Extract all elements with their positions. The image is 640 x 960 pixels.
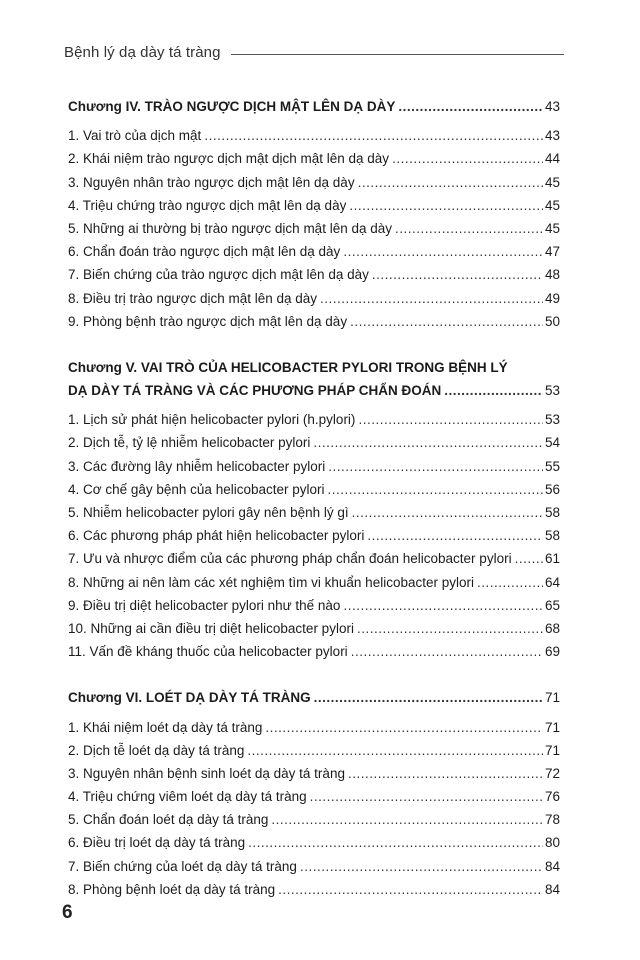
- dot-leader: [320, 287, 543, 310]
- dot-leader: [358, 408, 543, 431]
- dot-leader: [310, 785, 543, 808]
- toc-entry[interactable]: [68, 408, 560, 431]
- entry-title: 2. Dịch tễ loét dạ dày tá tràng: [68, 742, 245, 758]
- entry-title: 7. Biến chứng của trào ngược dịch mật lên dạ dày: [68, 267, 369, 283]
- toc-entry[interactable]: [68, 762, 560, 785]
- page-ref: 78: [544, 812, 560, 828]
- chapter-vi-section: [68, 686, 560, 901]
- page-ref: 58: [544, 528, 560, 544]
- page-ref: 50: [544, 313, 560, 329]
- header-rule: [231, 54, 564, 55]
- page-ref: 71: [544, 690, 560, 706]
- toc-entry[interactable]: [68, 716, 560, 739]
- entry-title: 5. Nhiễm helicobacter pylori gây nên bệnh lý gì: [68, 505, 349, 520]
- page-ref: 61: [544, 551, 560, 567]
- dot-leader: [314, 686, 543, 709]
- dot-leader: [313, 431, 543, 454]
- dot-leader: [278, 878, 543, 901]
- page-ref: 68: [544, 620, 560, 636]
- dot-leader: [204, 124, 543, 147]
- page-ref: 45: [544, 174, 560, 190]
- toc-entry[interactable]: [68, 524, 560, 547]
- entry-title: 3. Các đường lây nhiễm helicobacter pylori: [68, 458, 326, 474]
- dot-leader: [515, 547, 543, 570]
- page-ref: 53: [544, 383, 560, 399]
- entry-title: 1. Vai trò của dịch mật: [68, 128, 202, 144]
- chapter-vi-heading[interactable]: [68, 686, 560, 709]
- page-ref: 84: [544, 858, 560, 874]
- toc-entry[interactable]: [68, 147, 560, 170]
- toc-entry[interactable]: [68, 217, 560, 240]
- dot-leader: [392, 147, 543, 170]
- entry-title: 2. Dịch tễ, tỷ lệ nhiễm helicobacter pylori: [68, 435, 311, 451]
- entry-title: 3. Nguyên nhân trào ngược dịch mật lên dạ dày: [68, 174, 355, 190]
- chapter-v-heading[interactable]: [68, 379, 560, 402]
- toc-entry[interactable]: [68, 855, 560, 878]
- page-ref: 44: [544, 151, 560, 167]
- toc-entry[interactable]: [68, 194, 560, 217]
- entry-title: 11. Vấn đề kháng thuốc của helicobacter pylori: [68, 644, 348, 660]
- toc-entry[interactable]: [68, 808, 560, 831]
- entry-title: 4. Triệu chứng trào ngược dịch mật lên dạ dày: [68, 197, 347, 213]
- toc-entry[interactable]: [68, 171, 560, 194]
- running-header: [64, 44, 564, 61]
- page-ref: 65: [544, 597, 560, 613]
- page-ref: 45: [544, 197, 560, 213]
- entry-title: 6. Các phương pháp phát hiện helicobacter pylori: [68, 528, 365, 544]
- dot-leader: [477, 571, 543, 594]
- page-ref: 43: [544, 99, 560, 114]
- toc-entry[interactable]: [68, 240, 560, 263]
- page-ref: 49: [544, 290, 560, 306]
- toc-entry[interactable]: [68, 878, 560, 901]
- chapter-title: Chương IV. TRÀO NGƯỢC DỊCH MẬT LÊN DẠ DÀY: [68, 99, 396, 114]
- dot-leader: [352, 501, 543, 524]
- toc-entry[interactable]: [68, 124, 560, 147]
- toc-entry[interactable]: [68, 785, 560, 808]
- dot-leader: [343, 594, 543, 617]
- toc-entry[interactable]: [68, 594, 560, 617]
- page-ref: 55: [544, 458, 560, 474]
- entry-title: 8. Điều trị trào ngược dịch mật lên dạ dày: [68, 290, 318, 306]
- page-ref: 45: [544, 220, 560, 236]
- page-ref: 71: [544, 742, 560, 758]
- entry-title: 5. Những ai thường bị trào ngược dịch mật lên dạ dày: [68, 220, 392, 236]
- page-ref: 48: [544, 267, 560, 283]
- toc-entry[interactable]: [68, 455, 560, 478]
- page-number: 6: [62, 902, 73, 923]
- dot-leader: [372, 263, 543, 286]
- entry-title: 3. Nguyên nhân bệnh sinh loét dạ dày tá tràng: [68, 765, 345, 781]
- page-ref: 47: [544, 244, 560, 260]
- dot-leader: [367, 524, 543, 547]
- page-ref: 72: [544, 765, 560, 781]
- toc-entry[interactable]: [68, 739, 560, 762]
- entry-title: 6. Điều trị loét dạ dày tá tràng: [68, 835, 246, 851]
- entry-title: 8. Phòng bệnh loét dạ dày tá tràng: [68, 881, 276, 897]
- page-ref: 71: [544, 719, 560, 735]
- chapter-title: DẠ DÀY TÁ TRÀNG VÀ CÁC PHƯƠNG PHÁP CHẨN ĐOÁN: [68, 383, 442, 399]
- dot-leader: [351, 640, 543, 663]
- entry-title: 9. Phòng bệnh trào ngược dịch mật lên dạ dày: [68, 313, 348, 329]
- entry-title: 8. Những ai nên làm các xét nghiệm tìm vi khuẩn helicobacter pylori: [68, 574, 474, 590]
- page-ref: 54: [544, 435, 560, 451]
- dot-leader: [248, 831, 543, 854]
- entry-title: 9. Điều trị diệt helicobacter pylori như thế nào: [68, 597, 341, 613]
- page-ref: 69: [544, 644, 560, 660]
- page-ref: 43: [544, 128, 560, 144]
- chapter-title: Chương VI. LOÉT DẠ DÀY TÁ TRÀNG: [68, 690, 311, 706]
- toc-entry[interactable]: [68, 263, 560, 286]
- entry-title: 2. Khái niệm trào ngược dịch mật dịch mật lên dạ dày: [68, 151, 390, 167]
- chapter-v-heading-line1[interactable]: Chương V. VAI TRÒ CỦA HELICOBACTER PYLORI TRONG BỆNH LÝ: [68, 359, 508, 375]
- page-ref: 84: [544, 881, 560, 897]
- toc-entry[interactable]: [68, 547, 560, 570]
- chapter-v-section: [68, 356, 560, 663]
- page-ref: 58: [544, 505, 560, 520]
- toc-entry[interactable]: [68, 478, 560, 501]
- dot-leader: [343, 240, 543, 263]
- page-ref: 56: [544, 481, 560, 497]
- toc-entry[interactable]: [68, 831, 560, 854]
- dot-leader: [300, 855, 543, 878]
- toc-entry[interactable]: [68, 431, 560, 454]
- table-of-contents: [68, 95, 560, 901]
- toc-entry[interactable]: [68, 287, 560, 310]
- dot-leader: [348, 762, 543, 785]
- dot-leader: [358, 171, 543, 194]
- page-ref: 53: [544, 412, 560, 428]
- page-ref: 64: [544, 574, 560, 590]
- dot-leader: [271, 808, 543, 831]
- entry-title: 6. Chẩn đoán trào ngược dịch mật lên dạ dày: [68, 244, 341, 260]
- dot-leader: [349, 194, 543, 217]
- entry-title: 7. Ưu và nhược điểm của các phương pháp chẩn đoán helicobacter pylori: [68, 551, 512, 567]
- dot-leader: [444, 379, 543, 402]
- dot-leader: [398, 95, 543, 118]
- page-ref: 76: [544, 789, 560, 805]
- page-ref: 80: [544, 835, 560, 851]
- entry-title: 1. Lịch sử phát hiện helicobacter pylori (h.pylori): [68, 412, 356, 428]
- toc-entry[interactable]: [68, 571, 560, 594]
- toc-entry[interactable]: [68, 310, 560, 333]
- dot-leader: [247, 739, 543, 762]
- dot-leader: [395, 217, 543, 240]
- dot-leader: [328, 455, 543, 478]
- toc-entry[interactable]: [68, 640, 560, 663]
- entry-title: 7. Biến chứng của loét dạ dày tá tràng: [68, 858, 297, 874]
- entry-title: 4. Triệu chứng viêm loét dạ dày tá tràng: [68, 789, 307, 805]
- chapter-iv-section: [68, 95, 560, 333]
- dot-leader: [265, 716, 543, 739]
- toc-entry[interactable]: [68, 617, 560, 640]
- entry-title: 5. Chẩn đoán loét dạ dày tá tràng: [68, 812, 269, 828]
- dot-leader: [328, 478, 543, 501]
- entry-title: 10. Những ai cần điều trị diệt helicobacter pylori: [68, 620, 354, 636]
- running-header-title: Bệnh lý dạ dày tá tràng: [64, 44, 221, 61]
- entry-title: 1. Khái niệm loét dạ dày tá tràng: [68, 719, 263, 735]
- entry-title: 4. Cơ chế gây bệnh của helicobacter pylori: [68, 481, 325, 497]
- toc-entry[interactable]: [68, 501, 560, 524]
- dot-leader: [350, 310, 543, 333]
- dot-leader: [357, 617, 543, 640]
- chapter-iv-heading[interactable]: [68, 95, 560, 118]
